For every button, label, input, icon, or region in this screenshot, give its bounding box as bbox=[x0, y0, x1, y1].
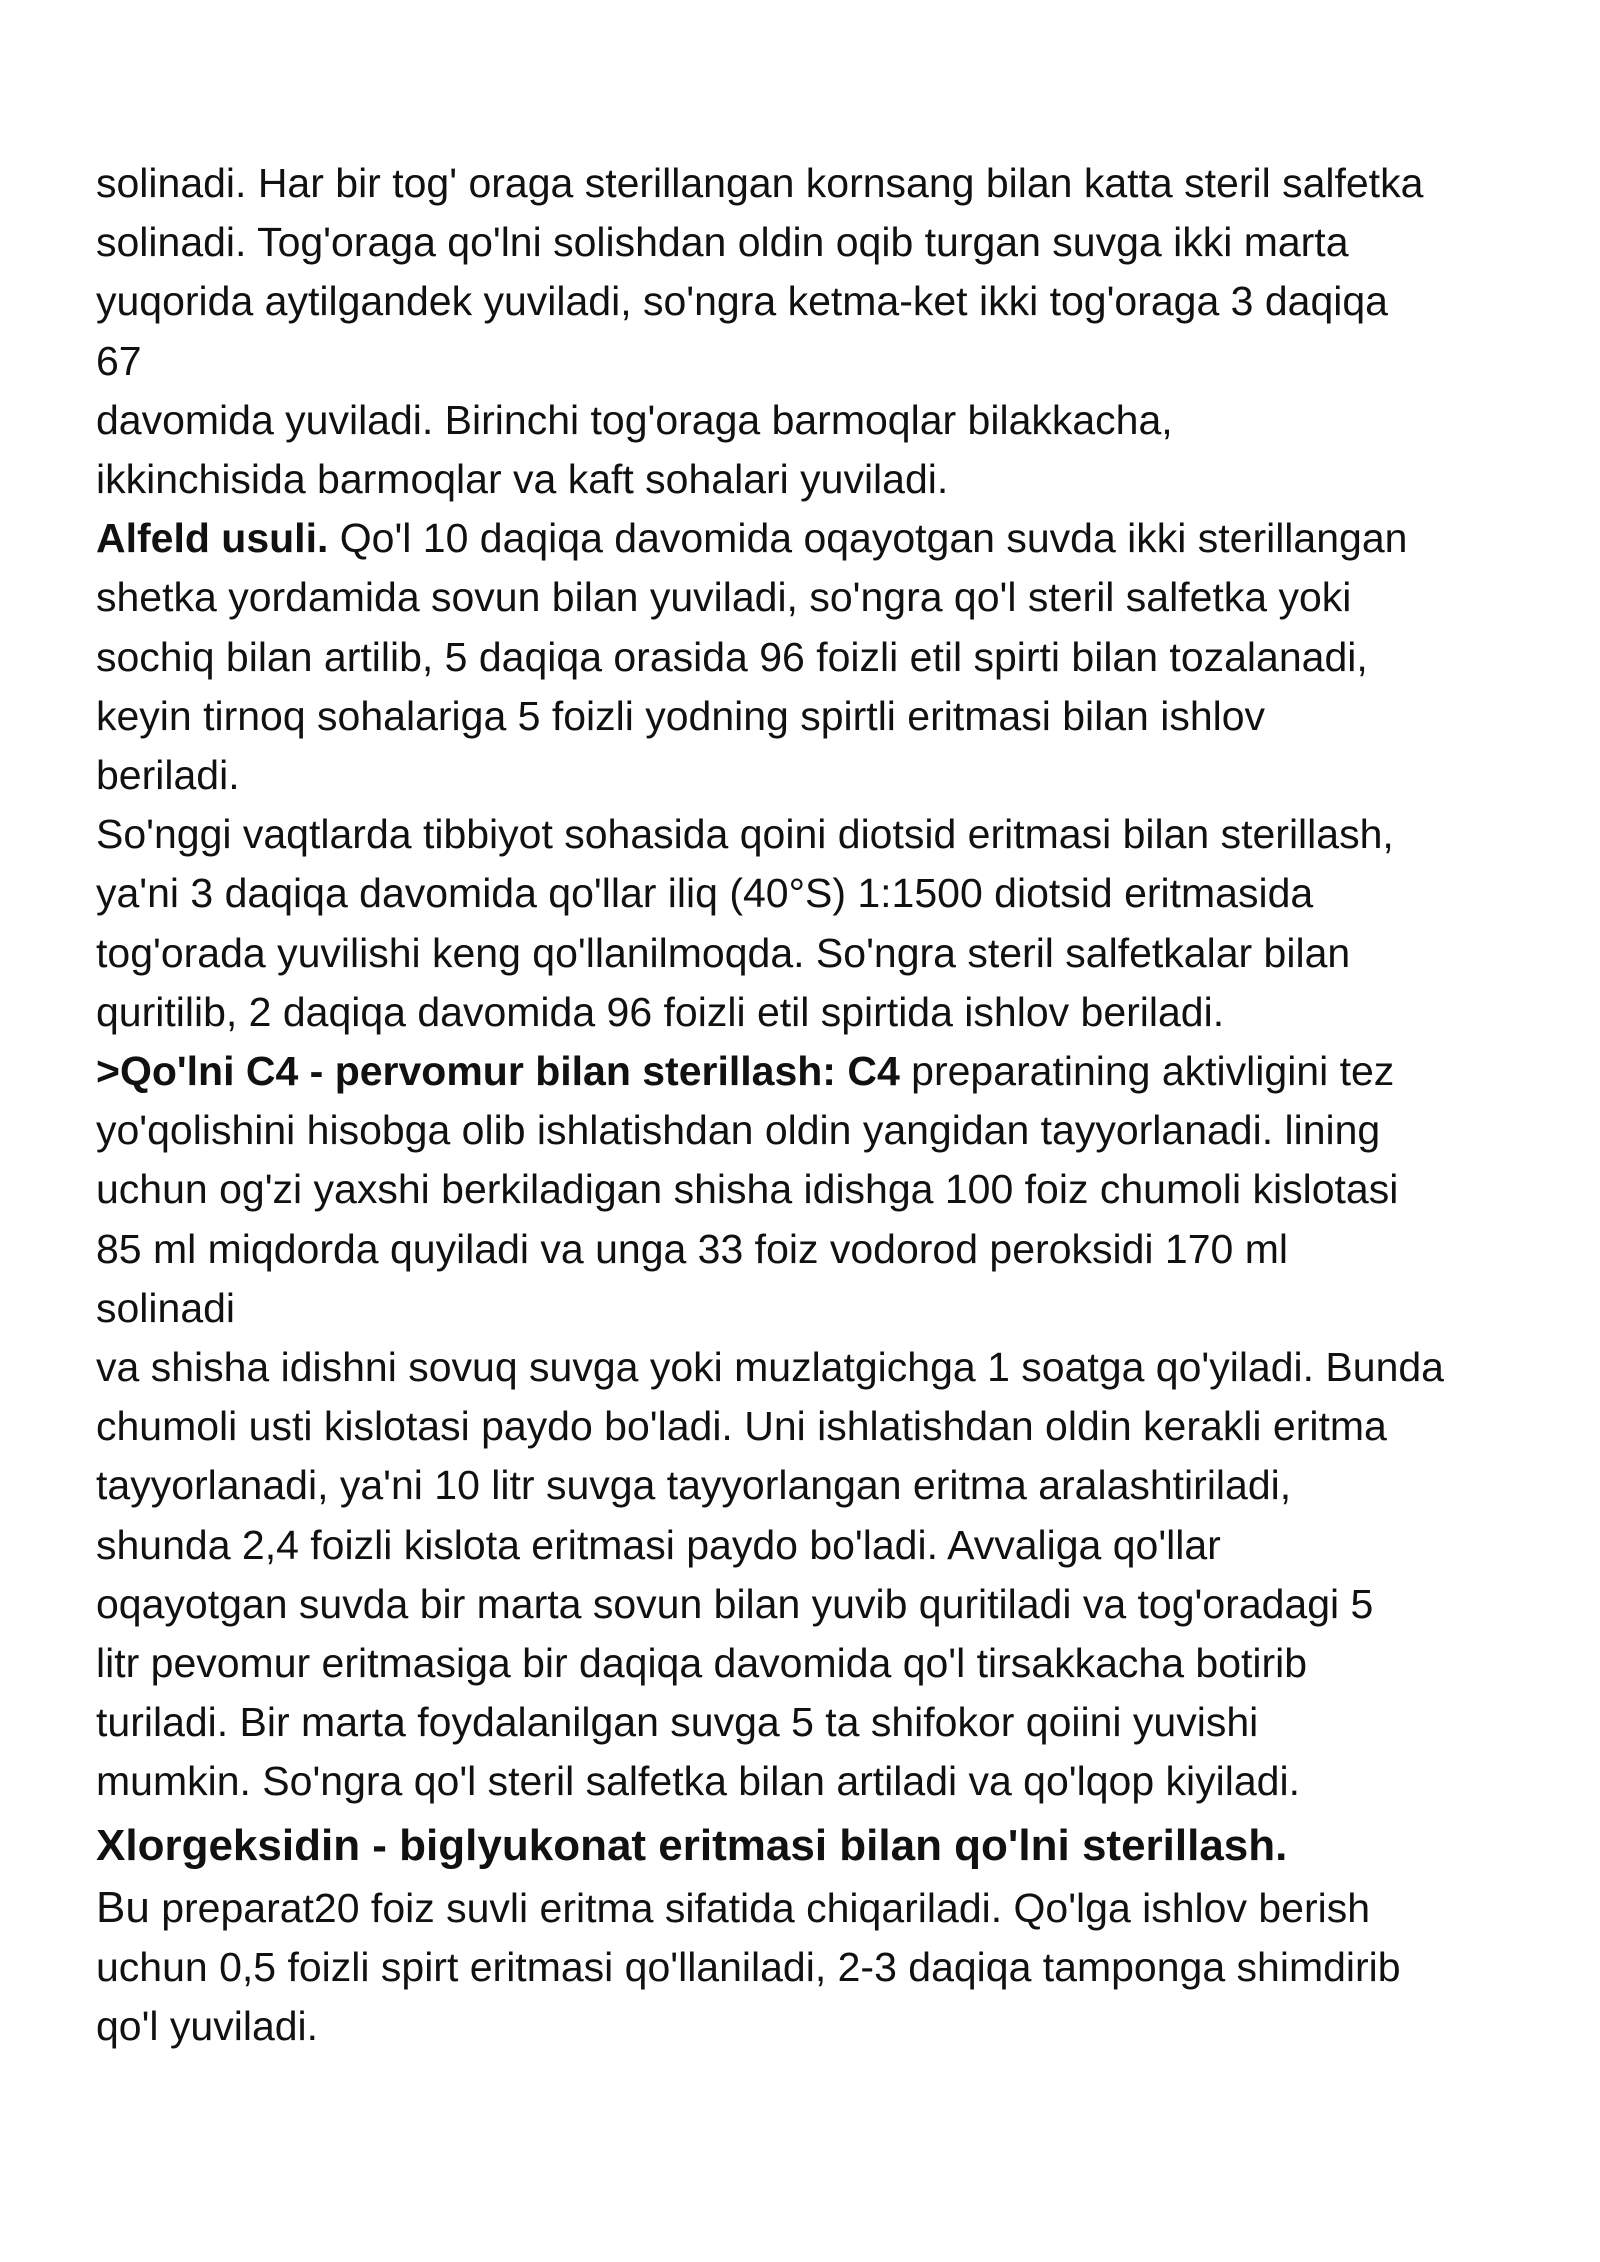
paragraph-intro bbox=[96, 154, 1536, 509]
text-line: So'nggi vaqtlarda tibbiyot sohasida qoini diotsid eritmasi bilan sterillash, bbox=[96, 811, 1394, 858]
text-line: chumoli usti kislotasi paydo bo'ladi. Uni ishlatishdan oldin kerakli eritma bbox=[96, 1403, 1387, 1450]
text-line bbox=[96, 1042, 1536, 1101]
text-line: mumkin. So'ngra qo'l steril salfetka bilan artiladi va qo'lqop kiyiladi. bbox=[96, 1758, 1300, 1805]
text-line: davomida yuviladi. Birinchi tog'oraga barmoqlar bilakkacha, bbox=[96, 396, 1173, 443]
text-line bbox=[96, 509, 1536, 568]
text-line: turiladi. Bir marta foydalanilgan suvga 5 ta shifokor qoiini yuvishi bbox=[96, 1699, 1259, 1746]
text-line: va shisha idishni sovuq suvga yoki muzlatgichga 1 soatga qo'yiladi. Bunda bbox=[96, 1344, 1444, 1391]
section-heading-xlorgeksidin: Xlorgeksidin - biglyukonat eritmasi bilan qo'lni sterillash. bbox=[96, 1820, 1288, 1870]
text-line: oqayotgan suvda bir marta sovun bilan yuvib quritiladi va tog'oradagi 5 bbox=[96, 1580, 1374, 1627]
text-line: qo'l yuviladi. bbox=[96, 2003, 319, 2050]
text-line: yo'qolishini hisobga olib ishlatishdan oldin yangidan tayyorlanadi. lining bbox=[96, 1107, 1381, 1154]
text-line: uchun 0,5 foizli spirt eritmasi qo'llaniladi, 2-3 daqiqa tamponga shimdirib bbox=[96, 1943, 1401, 1990]
text-fragment: Qo'l 10 daqiqa davomida oqayotgan suvda ikki sterillangan bbox=[328, 515, 1408, 562]
paragraph-diotsid bbox=[96, 805, 1536, 1042]
section-title-c4: >Qo'lni C4 - pervomur bilan sterillash: C4 bbox=[96, 1048, 900, 1095]
text-line: solinadi bbox=[96, 1284, 236, 1331]
section-xlorgeksidin bbox=[96, 1814, 1536, 2057]
page-number: 67 bbox=[96, 337, 142, 384]
text-line: yuqorida aytilgandek yuviladi, so'ngra ketma-ket ikki tog'oraga 3 daqiqa bbox=[96, 278, 1388, 325]
text-line: keyin tirnoq sohalariga 5 foizli yodning spirtli eritmasi bilan ishlov bbox=[96, 692, 1266, 739]
text-line: solinadi. Tog'oraga qo'lni solishdan oldin oqib turgan suvga ikki marta bbox=[96, 219, 1349, 266]
text-line: ikkinchisida barmoqlar va kaft sohalari yuviladi. bbox=[96, 456, 949, 503]
text-line: shunda 2,4 foizli kislota eritmasi paydo bo'ladi. Avvaliga qo'llar bbox=[96, 1521, 1221, 1568]
document-page bbox=[96, 154, 1536, 2056]
text-line: solinadi. Har bir tog' oraga sterillangan kornsang bilan katta steril salfetka bbox=[96, 160, 1424, 206]
text-line: tog'orada yuvilishi keng qo'llanilmoqda. So'ngra steril salfetkalar bilan bbox=[96, 929, 1351, 976]
text-line: sochiq bilan artilib, 5 daqiqa orasida 96 foizli etil spirti bilan tozalanadi, bbox=[96, 633, 1368, 680]
text-line: 85 ml miqdorda quyiladi va unga 33 foiz vodorod peroksidi 170 ml bbox=[96, 1225, 1288, 1272]
text-fragment: Bu bbox=[96, 1882, 150, 1932]
text-fragment: preparat20 foiz suvli eritma sifatida chiqariladi. Qo'lga ishlov berish bbox=[149, 1884, 1371, 1931]
text-fragment: preparatining aktivligini tez bbox=[899, 1048, 1395, 1095]
text-line: beriladi. bbox=[96, 752, 240, 799]
text-line: tayyorlanadi, ya'ni 10 litr suvga tayyorlangan eritma aralashtiriladi, bbox=[96, 1462, 1292, 1509]
text-line: ya'ni 3 daqiqa davomida qo'llar iliq (40°S) 1:1500 diotsid eritmasida bbox=[96, 870, 1314, 917]
text-line: litr pevomur eritmasiga bir daqiqa davomida qo'l tirsakkacha botirib bbox=[96, 1640, 1308, 1687]
text-line: uchun og'zi yaxshi berkiladigan shisha idishga 100 foiz chumoli kislotasi bbox=[96, 1166, 1399, 1213]
text-line: shetka yordamida sovun bilan yuviladi, so'ngra qo'l steril salfetka yoki bbox=[96, 574, 1352, 621]
text-line: quritilib, 2 daqiqa davomida 96 foizli etil spirtida ishlov beriladi. bbox=[96, 988, 1225, 1035]
text-line bbox=[96, 1878, 1536, 1938]
paragraph-alfeld bbox=[96, 509, 1536, 805]
section-title-alfeld: Alfeld usuli. bbox=[96, 515, 329, 562]
paragraph-c4-pervomur bbox=[96, 1042, 1536, 1812]
